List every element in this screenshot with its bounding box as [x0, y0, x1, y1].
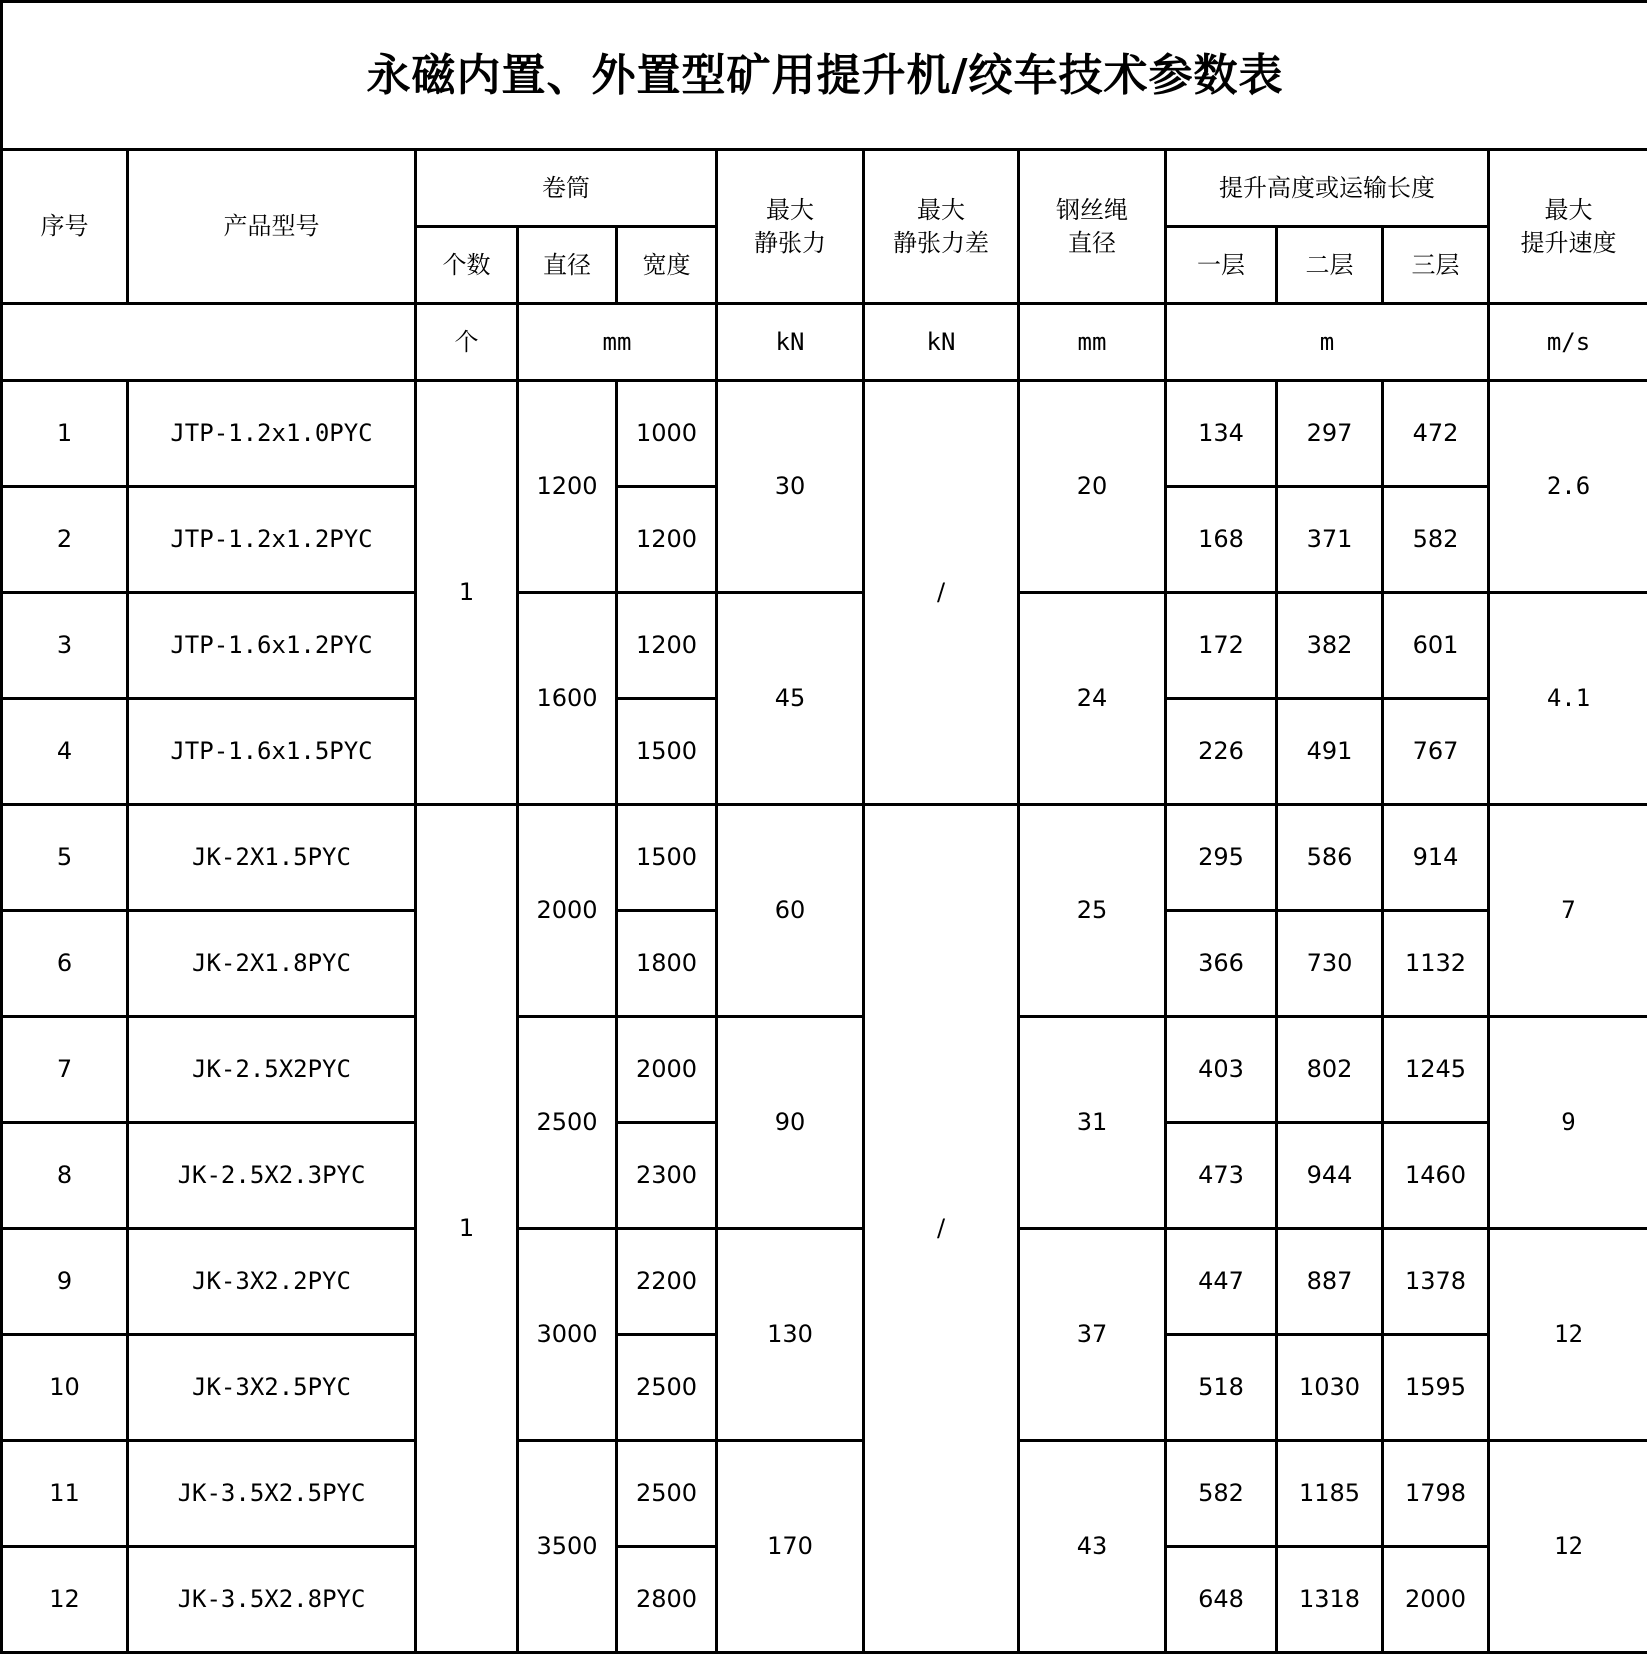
- header-layer2: 二层: [1277, 227, 1383, 304]
- cell-max-speed: 12: [1489, 1441, 1647, 1653]
- cell-max-tension: 170: [717, 1441, 864, 1653]
- header-text: 最大: [766, 196, 814, 225]
- header-max-tension-diff: [864, 150, 1019, 304]
- cell-layer1: 582: [1166, 1441, 1277, 1547]
- cell-model: JK-2.5X2.3PYC: [128, 1123, 416, 1229]
- cell-max-diff: /: [864, 805, 1019, 1653]
- cell-layer2: 586: [1277, 805, 1383, 911]
- table-row: [2, 1229, 1647, 1335]
- cell-max-speed: 2.6: [1489, 381, 1647, 593]
- cell-diameter: 1200: [518, 381, 617, 593]
- cell-layer2: 944: [1277, 1123, 1383, 1229]
- cell-seq: 1: [2, 381, 128, 487]
- header-diameter: 直径: [518, 227, 617, 304]
- cell-rope-diameter: 37: [1019, 1229, 1166, 1441]
- cell-max-tension: 30: [717, 381, 864, 593]
- header-count: 个数: [416, 227, 518, 304]
- cell-layer2: 1030: [1277, 1335, 1383, 1441]
- cell-width: 1200: [617, 593, 717, 699]
- cell-layer1: 172: [1166, 593, 1277, 699]
- header-drum: 卷筒: [416, 150, 717, 227]
- cell-max-diff: /: [864, 381, 1019, 805]
- cell-seq: 10: [2, 1335, 128, 1441]
- cell-layer3: 914: [1383, 805, 1489, 911]
- cell-model: JTP-1.6x1.5PYC: [128, 699, 416, 805]
- cell-layer2: 887: [1277, 1229, 1383, 1335]
- cell-rope-diameter: 43: [1019, 1441, 1166, 1653]
- cell-max-tension: 60: [717, 805, 864, 1017]
- cell-layer1: 366: [1166, 911, 1277, 1017]
- cell-layer2: 730: [1277, 911, 1383, 1017]
- cell-diameter: 2500: [518, 1017, 617, 1229]
- header-text: 静张力差: [893, 228, 989, 257]
- table-title: 永磁内置、外置型矿用提升机/绞车技术参数表: [2, 2, 1647, 150]
- cell-rope-diameter: 24: [1019, 593, 1166, 805]
- cell-layer2: 1185: [1277, 1441, 1383, 1547]
- cell-layer3: 472: [1383, 381, 1489, 487]
- cell-layer1: 403: [1166, 1017, 1277, 1123]
- table-row: [2, 1017, 1647, 1123]
- header-text: 最大: [1544, 196, 1593, 225]
- cell-layer1: 518: [1166, 1335, 1277, 1441]
- header-lift: 提升高度或运输长度: [1166, 150, 1489, 227]
- header-max-tension: [717, 150, 864, 304]
- cell-count: 1: [416, 805, 518, 1653]
- cell-max-tension: 130: [717, 1229, 864, 1441]
- cell-rope-diameter: 31: [1019, 1017, 1166, 1229]
- cell-layer3: 1460: [1383, 1123, 1489, 1229]
- cell-max-speed: 12: [1489, 1229, 1647, 1441]
- header-layer1: 一层: [1166, 227, 1277, 304]
- cell-seq: 8: [2, 1123, 128, 1229]
- cell-layer1: 447: [1166, 1229, 1277, 1335]
- cell-width: 1500: [617, 805, 717, 911]
- unit-empty: [2, 304, 416, 381]
- cell-diameter: 3500: [518, 1441, 617, 1653]
- cell-width: 1000: [617, 381, 717, 487]
- cell-model: JK-2.5X2PYC: [128, 1017, 416, 1123]
- header-seq: 序号: [2, 150, 128, 304]
- cell-layer2: 802: [1277, 1017, 1383, 1123]
- cell-width: 1200: [617, 487, 717, 593]
- cell-width: 1500: [617, 699, 717, 805]
- cell-seq: 4: [2, 699, 128, 805]
- cell-rope-diameter: 20: [1019, 381, 1166, 593]
- cell-layer3: 1798: [1383, 1441, 1489, 1547]
- header-text: 最大: [917, 196, 965, 225]
- cell-model: JK-3X2.2PYC: [128, 1229, 416, 1335]
- cell-layer1: 473: [1166, 1123, 1277, 1229]
- cell-model: JK-3.5X2.8PYC: [128, 1547, 416, 1653]
- cell-model: JK-2X1.8PYC: [128, 911, 416, 1017]
- unit-diff: kN: [864, 304, 1019, 381]
- header-layer3: 三层: [1383, 227, 1489, 304]
- cell-layer2: 297: [1277, 381, 1383, 487]
- cell-layer3: 601: [1383, 593, 1489, 699]
- cell-layer1: 295: [1166, 805, 1277, 911]
- cell-layer2: 1318: [1277, 1547, 1383, 1653]
- cell-layer2: 491: [1277, 699, 1383, 805]
- cell-layer3: 1595: [1383, 1335, 1489, 1441]
- unit-speed: m/s: [1489, 304, 1647, 381]
- table-row: [2, 805, 1647, 911]
- cell-layer3: 1245: [1383, 1017, 1489, 1123]
- table-body: [2, 381, 1647, 1653]
- header-max-speed: [1489, 150, 1647, 304]
- unit-tension: kN: [717, 304, 864, 381]
- cell-max-speed: 9: [1489, 1017, 1647, 1229]
- cell-max-tension: 90: [717, 1017, 864, 1229]
- cell-seq: 11: [2, 1441, 128, 1547]
- unit-drum: mm: [518, 304, 717, 381]
- cell-seq: 9: [2, 1229, 128, 1335]
- cell-model: JK-3X2.5PYC: [128, 1335, 416, 1441]
- cell-layer3: 1132: [1383, 911, 1489, 1017]
- cell-layer1: 168: [1166, 487, 1277, 593]
- cell-max-tension: 45: [717, 593, 864, 805]
- cell-model: JTP-1.2x1.0PYC: [128, 381, 416, 487]
- cell-max-speed: 4.1: [1489, 593, 1647, 805]
- cell-layer1: 134: [1166, 381, 1277, 487]
- cell-layer1: 226: [1166, 699, 1277, 805]
- unit-lift: m: [1166, 304, 1489, 381]
- cell-max-speed: 7: [1489, 805, 1647, 1017]
- cell-seq: 3: [2, 593, 128, 699]
- cell-model: JK-2X1.5PYC: [128, 805, 416, 911]
- cell-seq: 5: [2, 805, 128, 911]
- cell-layer2: 382: [1277, 593, 1383, 699]
- cell-seq: 6: [2, 911, 128, 1017]
- cell-diameter: 2000: [518, 805, 617, 1017]
- cell-width: 2500: [617, 1335, 717, 1441]
- cell-width: 2000: [617, 1017, 717, 1123]
- cell-width: 1800: [617, 911, 717, 1017]
- cell-width: 2300: [617, 1123, 717, 1229]
- cell-layer3: 767: [1383, 699, 1489, 805]
- header-rope-diameter: [1019, 150, 1166, 304]
- cell-rope-diameter: 25: [1019, 805, 1166, 1017]
- cell-width: 2800: [617, 1547, 717, 1653]
- header-model: 产品型号: [128, 150, 416, 304]
- header-text: 钢丝绳: [1056, 196, 1128, 225]
- table-row: [2, 381, 1647, 487]
- cell-layer3: 1378: [1383, 1229, 1489, 1335]
- cell-diameter: 3000: [518, 1229, 617, 1441]
- cell-diameter: 1600: [518, 593, 617, 805]
- cell-model: JTP-1.2x1.2PYC: [128, 487, 416, 593]
- cell-width: 2500: [617, 1441, 717, 1547]
- cell-model: JTP-1.6x1.2PYC: [128, 593, 416, 699]
- cell-layer2: 371: [1277, 487, 1383, 593]
- cell-seq: 2: [2, 487, 128, 593]
- cell-seq: 12: [2, 1547, 128, 1653]
- header-text: 静张力: [754, 228, 826, 257]
- table-row: [2, 593, 1647, 699]
- cell-model: JK-3.5X2.5PYC: [128, 1441, 416, 1547]
- cell-layer3: 2000: [1383, 1547, 1489, 1653]
- header-text: 提升速度: [1520, 228, 1617, 257]
- header-width: 宽度: [617, 227, 717, 304]
- cell-layer1: 648: [1166, 1547, 1277, 1653]
- table-row: [2, 1441, 1647, 1547]
- unit-count: 个: [416, 304, 518, 381]
- cell-seq: 7: [2, 1017, 128, 1123]
- header-text: 直径: [1068, 228, 1116, 257]
- cell-layer3: 582: [1383, 487, 1489, 593]
- unit-rope: mm: [1019, 304, 1166, 381]
- cell-width: 2200: [617, 1229, 717, 1335]
- cell-count: 1: [416, 381, 518, 805]
